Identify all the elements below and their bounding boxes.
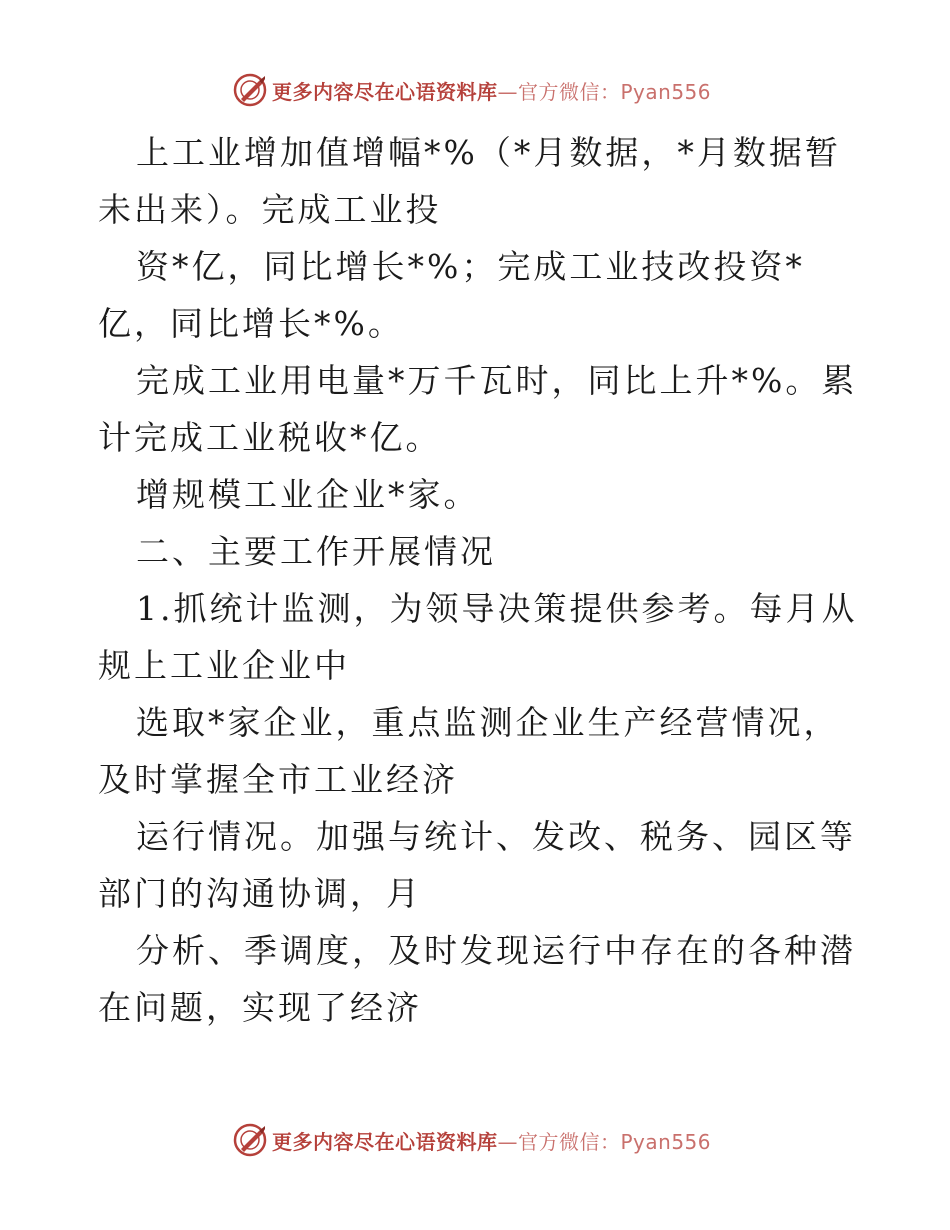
watermark-header xyxy=(232,72,711,108)
paragraph: 运行情况。加强与统计、发改、税务、园区等部门的沟通协调，月 xyxy=(98,817,856,913)
paragraph: 1.抓统计监测，为领导决策提供参考。每月从规上工业企业中 xyxy=(98,589,858,685)
watermark-footer xyxy=(232,1122,711,1158)
paragraph: 分析、季调度，及时发现运行中存在的各种潜在问题，实现了经济 xyxy=(98,931,856,1027)
pen-logo-icon xyxy=(232,1122,268,1158)
pen-logo-icon xyxy=(232,72,268,108)
watermark-main-text: 更多内容尽在心语资料库 xyxy=(272,1129,498,1154)
watermark-sub-text: —官方微信：Pyan556 xyxy=(497,1129,712,1154)
paragraph: 资*亿，同比增长*%；完成工业技改投资*亿，同比增长*%。 xyxy=(98,247,805,343)
paragraph: 上工业增加值增幅*%（*月数据，*月数据暂未出来）。完成工业投 xyxy=(98,133,841,229)
document-body xyxy=(98,124,858,1036)
watermark-sub-text: —官方微信：Pyan556 xyxy=(497,79,712,104)
watermark-main-text: 更多内容尽在心语资料库 xyxy=(272,79,498,104)
paragraph: 完成工业用电量*万千瓦时，同比上升*%。累计完成工业税收*亿。 xyxy=(98,361,858,457)
paragraph: 选取*家企业，重点监测企业生产经营情况，及时掌握全市工业经济 xyxy=(98,703,840,799)
section-heading: 二、主要工作开展情况 xyxy=(136,532,496,571)
paragraph: 增规模工业企业*家。 xyxy=(136,475,480,514)
